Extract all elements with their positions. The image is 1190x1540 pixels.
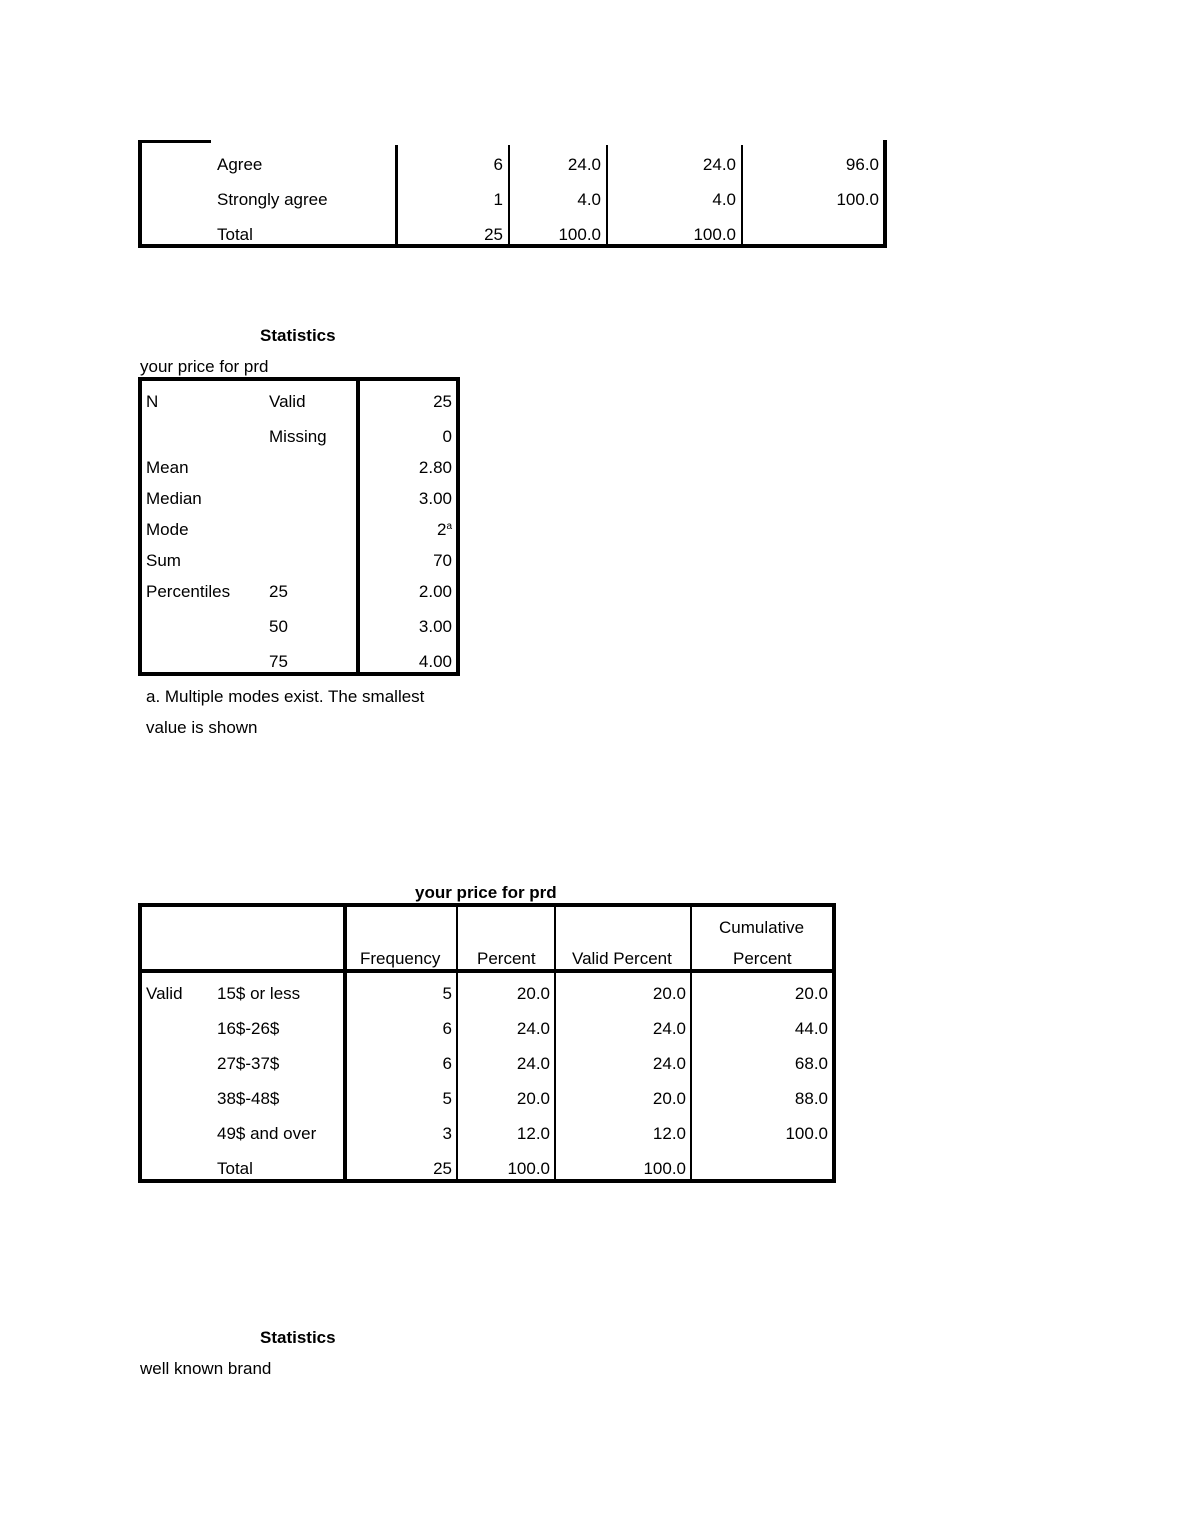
cell-frequency: 3 [442,1124,452,1143]
footnote: value is shown [146,718,258,737]
stat-value [252,489,452,509]
cell-valid-percent: 20.0 [652,1089,686,1108]
cell-frequency: 6 [493,155,503,174]
table-title: your price for prd [415,883,557,902]
stat-value-text: 2.00 [418,582,452,601]
stat-value-text: 2 [436,520,447,539]
stat-value [252,458,452,478]
row-label: Total [217,225,253,244]
cell-frequency: 25 [484,225,503,244]
table-border [138,140,211,143]
row-label: 27$-37$ [217,1054,280,1073]
cell-valid-percent: 100.0 [693,225,736,244]
section-title: Statistics [260,326,336,345]
footnote: a. Multiple modes exist. The smallest [146,687,425,706]
group-label-valid: Valid [146,984,183,1003]
row-label: 49$ and over [217,1124,317,1143]
row-label: Strongly agree [217,190,328,209]
table-border [456,377,460,676]
stat-sublabel: 75 [269,652,288,671]
stat-value-text: 3.00 [418,489,452,508]
table-border [138,377,142,676]
stat-value-text: 25 [433,392,452,411]
cell-percent: 24.0 [567,155,601,174]
stat-value-text: 4.00 [418,652,452,671]
cell-percent: 24.0 [516,1054,550,1073]
cell-cumulative: 68.0 [794,1054,828,1073]
stat-value [252,617,452,637]
stat-value [252,652,452,672]
header-cumulative: Cumulative [719,918,805,937]
stat-value-text: 70 [433,551,452,570]
stat-value-text: 2.80 [418,458,452,477]
section-title: Statistics [260,1328,336,1347]
stat-label: Median [146,489,202,508]
cell-cumulative: 100.0 [785,1124,828,1143]
table-border [883,140,887,248]
cell-cumulative: 100.0 [836,190,879,209]
stat-label: Mode [146,520,189,539]
cell-percent: 100.0 [558,225,601,244]
table-border [138,1179,836,1183]
cell-frequency: 6 [442,1019,452,1038]
table-border [138,903,142,1183]
cell-valid-percent: 20.0 [652,984,686,1003]
section-subtitle: well known brand [140,1359,272,1378]
stat-value-text: 0 [442,427,452,446]
stat-value [252,392,452,412]
footnote-marker: a [446,521,452,532]
table-border [832,903,836,1183]
cell-frequency: 5 [442,984,452,1003]
cell-cumulative: 20.0 [794,984,828,1003]
header-percent: Percent [477,949,536,968]
cell-frequency: 1 [493,190,503,209]
cell-percent: 20.0 [516,984,550,1003]
stat-value [252,551,452,571]
cell-frequency: 25 [433,1159,452,1178]
cell-frequency: 5 [442,1089,452,1108]
stat-label: Mean [146,458,189,477]
cell-valid-percent: 12.0 [652,1124,686,1143]
table-border [138,140,142,248]
stat-sublabel: 25 [269,582,288,601]
header-rule [138,969,836,973]
row-label: 16$-26$ [217,1019,280,1038]
cell-percent: 20.0 [516,1089,550,1108]
row-label: 15$ or less [217,984,301,1003]
row-label: Total [217,1159,253,1178]
header-frequency: Frequency [360,949,441,968]
cell-frequency: 6 [442,1054,452,1073]
cell-percent: 100.0 [507,1159,550,1178]
cell-valid-percent: 4.0 [712,190,736,209]
cell-percent: 12.0 [516,1124,550,1143]
section-subtitle: your price for prd [140,357,269,376]
row-label: Agree [217,155,263,174]
cell-valid-percent: 100.0 [643,1159,686,1178]
row-label: 38$-48$ [217,1089,280,1108]
stat-sublabel: Missing [269,427,327,446]
stat-label: Percentiles [146,582,231,601]
stat-label: Sum [146,551,181,570]
cell-percent: 24.0 [516,1019,550,1038]
cell-cumulative: 96.0 [845,155,879,174]
table-border [138,903,836,907]
table-border [138,672,460,676]
stat-value-text: 3.00 [418,617,452,636]
cell-cumulative: 88.0 [794,1089,828,1108]
stat-label: N [146,392,159,411]
cell-percent: 4.0 [577,190,601,209]
stat-value [252,582,452,602]
cell-valid-percent: 24.0 [652,1019,686,1038]
header-valid-percent: Valid Percent [572,949,672,968]
stat-value [252,427,452,447]
cell-valid-percent: 24.0 [652,1054,686,1073]
stat-sublabel: 50 [269,617,288,636]
cell-valid-percent: 24.0 [702,155,736,174]
header-cumulative: Percent [733,949,792,968]
stat-value [252,520,452,540]
stat-sublabel: Valid [269,392,306,411]
table-border [138,377,460,381]
cell-cumulative: 44.0 [794,1019,828,1038]
